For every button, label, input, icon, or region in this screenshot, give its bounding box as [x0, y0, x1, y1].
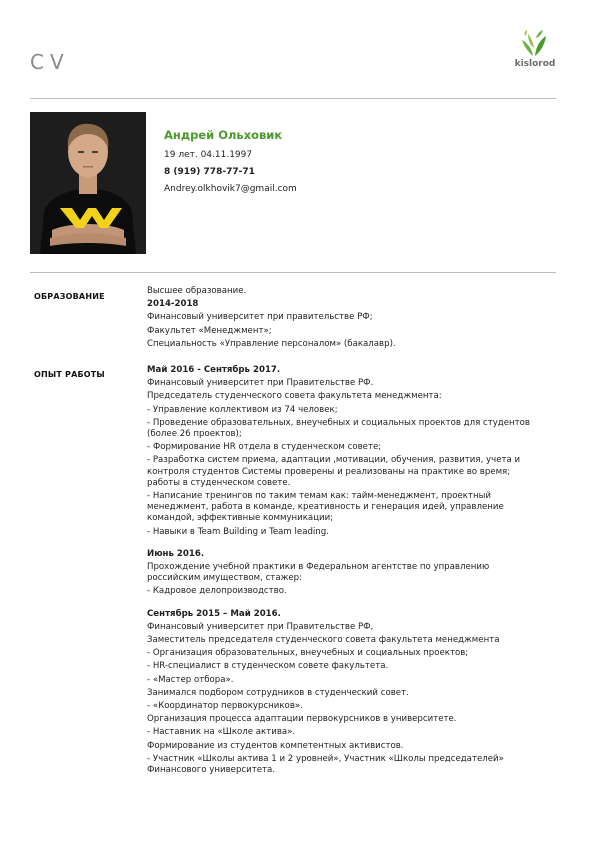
job-line: Формирование из студентов компетентных активистов. — [147, 740, 404, 751]
job-line: Финансовый университет при Правительстве РФ, — [147, 621, 374, 632]
profile-photo — [30, 112, 146, 254]
job-line: Заместитель председателя студенческого совета факультета менеджмента — [147, 635, 500, 646]
job-line: - HR-специалист в студенческом совете факультета. — [147, 661, 389, 672]
phone-number: 8 (919) 778-77-71 — [164, 167, 255, 177]
cv-heading: CV — [30, 50, 70, 74]
leaves-logo-icon — [518, 28, 552, 58]
job-line: - Управление коллективом из 74 человек; — [147, 404, 338, 415]
top-divider — [30, 98, 556, 99]
job-line: Председатель студенческого совета факультета менеджмента: — [147, 391, 442, 402]
job-line: Организация процесса адаптации первокурсников в университете. — [147, 714, 457, 725]
education-specialty: Специальность «Управление персоналом» (бакалавр). — [147, 338, 396, 349]
experience-label: ОПЫТ РАБОТЫ — [34, 370, 105, 379]
job-line: - Проведение образовательных, внеучебных и социальных проектов для студентов (более 26 проектов); — [147, 417, 530, 440]
person-photo-icon — [30, 112, 146, 254]
job-line: - Написание тренингов по таким темам как: тайм-менеджмент, проектный менеджмент, работа в команде, креативность и генерация идей, управление командой, эффективные коммуникации; — [147, 491, 504, 524]
middle-divider — [30, 272, 556, 273]
job-line: - Участник «Школы актива 1 и 2 уровней», Участник «Школы председателей» Финансового университета. — [147, 753, 504, 776]
experience-content — [147, 365, 545, 776]
education-faculty: Факультет «Менеджмент»; — [147, 325, 272, 336]
job-line: Занимался подбором сотрудников в студенческий совет. — [147, 687, 409, 698]
job-line: - Организация образовательных, внеучебных и социальных проектов; — [147, 648, 469, 659]
job-line: - Формирование HR отдела в студенческом совете; — [147, 442, 382, 453]
job-line: Прохождение учебной практики в Федеральном агентстве по управлению российским имуществом, стажер: — [147, 562, 490, 584]
job-line: - «Координатор первокурсников». — [147, 701, 303, 712]
logo-text: kislorod — [514, 59, 556, 69]
job-period: Июнь 2016. — [147, 548, 205, 559]
job-line: Финансовый университет при Правительстве РФ. — [147, 378, 374, 389]
education-level: Высшее образование. — [147, 286, 247, 296]
job-line: - Навыки в Team Building и Team leading. — [147, 526, 329, 537]
job-line: - «Мастер отбора». — [147, 674, 234, 685]
education-university: Финансовый университет при правительстве РФ; — [147, 312, 373, 323]
age-birthdate: 19 лет. 04.11.1997 — [164, 150, 253, 160]
job-line: - Кадровое делопроизводство. — [147, 586, 287, 597]
job-period: Сентябрь 2015 – Май 2016. — [147, 608, 281, 619]
kislorod-logo — [510, 28, 560, 78]
email-address: Andrey.olkhovik7@gmail.com — [164, 184, 297, 194]
job-line: - Разработка систем приема, адаптации ,мотивации, обучения, развития, учета и контроля студентов Системы проверены и реализованы на практике во время; работы в студенческом совете. — [147, 455, 521, 488]
job-period: Май 2016 - Сентябрь 2017. — [147, 365, 281, 375]
job-line: - Наставник на «Школе актива». — [147, 727, 296, 738]
education-content — [147, 286, 545, 350]
contact-block — [164, 128, 297, 201]
education-label: ОБРАЗОВАНИЕ — [34, 292, 105, 301]
candidate-name: Андрей Ольховик — [164, 128, 283, 142]
education-years: 2014-2018 — [147, 299, 199, 310]
